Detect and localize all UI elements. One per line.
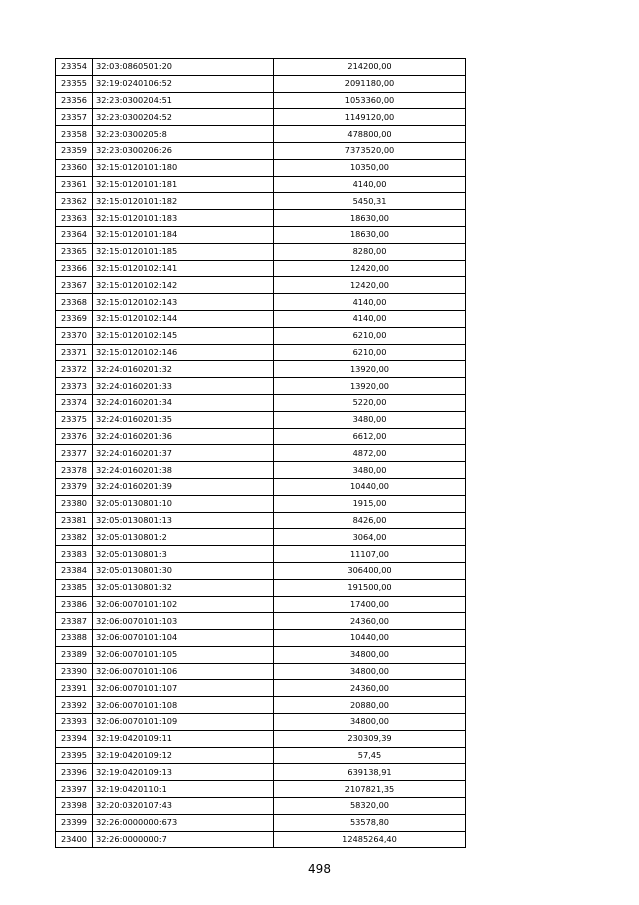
row-number-cell: 23390: [56, 663, 93, 680]
value-cell: 4140,00: [274, 294, 466, 311]
table-row: [56, 260, 466, 277]
cadastral-number-cell: 32:24:0160201:34: [93, 394, 274, 411]
cadastral-number-cell: 32:06:0070101:103: [93, 613, 274, 630]
value-cell: 53578,80: [274, 814, 466, 831]
value-cell: 12420,00: [274, 260, 466, 277]
value-cell: 1053360,00: [274, 92, 466, 109]
value-cell: 8426,00: [274, 512, 466, 529]
table-row: [56, 327, 466, 344]
table-row: [56, 781, 466, 798]
row-number-cell: 23397: [56, 781, 93, 798]
row-number-cell: 23393: [56, 714, 93, 731]
table-row: [56, 680, 466, 697]
cadastral-number-cell: 32:24:0160201:36: [93, 428, 274, 445]
value-cell: 5450,31: [274, 193, 466, 210]
row-number-cell: 23363: [56, 210, 93, 227]
cadastral-number-cell: 32:19:0420109:12: [93, 747, 274, 764]
table-row: [56, 159, 466, 176]
value-cell: 12485264,40: [274, 831, 466, 848]
cadastral-number-cell: 32:15:0120102:145: [93, 327, 274, 344]
row-number-cell: 23395: [56, 747, 93, 764]
value-cell: 8280,00: [274, 243, 466, 260]
value-cell: 6612,00: [274, 428, 466, 445]
value-cell: 24360,00: [274, 680, 466, 697]
row-number-cell: 23398: [56, 798, 93, 815]
cadastral-number-cell: 32:15:0120102:141: [93, 260, 274, 277]
cadastral-number-cell: 32:24:0160201:38: [93, 462, 274, 479]
row-number-cell: 23382: [56, 529, 93, 546]
row-number-cell: 23355: [56, 75, 93, 92]
cadastral-number-cell: 32:15:0120101:185: [93, 243, 274, 260]
table-row: [56, 294, 466, 311]
cadastral-number-cell: 32:06:0070101:104: [93, 630, 274, 647]
row-number-cell: 23375: [56, 411, 93, 428]
value-cell: 4872,00: [274, 445, 466, 462]
value-cell: 10350,00: [274, 159, 466, 176]
cadastral-number-cell: 32:15:0120101:182: [93, 193, 274, 210]
value-cell: 18630,00: [274, 226, 466, 243]
cadastral-number-cell: 32:23:0300204:52: [93, 109, 274, 126]
cadastral-number-cell: 32:15:0120102:144: [93, 310, 274, 327]
row-number-cell: 23369: [56, 310, 93, 327]
table-row: [56, 59, 466, 76]
cadastral-number-cell: 32:23:0300206:26: [93, 142, 274, 159]
cadastral-number-cell: 32:15:0120101:184: [93, 226, 274, 243]
table-row: [56, 75, 466, 92]
value-cell: 3480,00: [274, 462, 466, 479]
row-number-cell: 23394: [56, 730, 93, 747]
table-row: [56, 646, 466, 663]
row-number-cell: 23381: [56, 512, 93, 529]
table-row: [56, 730, 466, 747]
cadastral-number-cell: 32:19:0240106:52: [93, 75, 274, 92]
value-cell: 6210,00: [274, 344, 466, 361]
table-row: [56, 529, 466, 546]
cadastral-number-cell: 32:19:0420109:13: [93, 764, 274, 781]
cadastral-number-cell: 32:15:0120102:143: [93, 294, 274, 311]
cadastral-number-cell: 32:05:0130801:10: [93, 495, 274, 512]
row-number-cell: 23364: [56, 226, 93, 243]
cadastral-number-cell: 32:06:0070101:107: [93, 680, 274, 697]
row-number-cell: 23366: [56, 260, 93, 277]
value-cell: 191500,00: [274, 579, 466, 596]
value-cell: 34800,00: [274, 663, 466, 680]
cadastral-number-cell: 32:15:0120101:181: [93, 176, 274, 193]
row-number-cell: 23389: [56, 646, 93, 663]
table-row: [56, 579, 466, 596]
table-row: [56, 697, 466, 714]
cadastral-number-cell: 32:15:0120101:180: [93, 159, 274, 176]
value-cell: 230309,39: [274, 730, 466, 747]
table-row: [56, 126, 466, 143]
value-cell: 10440,00: [274, 478, 466, 495]
row-number-cell: 23380: [56, 495, 93, 512]
row-number-cell: 23373: [56, 378, 93, 395]
table-row: [56, 764, 466, 781]
value-cell: 478800,00: [274, 126, 466, 143]
table-row: [56, 176, 466, 193]
table-row: [56, 814, 466, 831]
row-number-cell: 23360: [56, 159, 93, 176]
value-cell: 24360,00: [274, 613, 466, 630]
row-number-cell: 23362: [56, 193, 93, 210]
row-number-cell: 23361: [56, 176, 93, 193]
value-cell: 20880,00: [274, 697, 466, 714]
value-cell: 1149120,00: [274, 109, 466, 126]
table-row: [56, 630, 466, 647]
table-row: [56, 226, 466, 243]
table-row: [56, 361, 466, 378]
row-number-cell: 23385: [56, 579, 93, 596]
value-cell: 34800,00: [274, 646, 466, 663]
cadastral-number-cell: 32:03:0860501:20: [93, 59, 274, 76]
row-number-cell: 23367: [56, 277, 93, 294]
row-number-cell: 23378: [56, 462, 93, 479]
value-cell: 3064,00: [274, 529, 466, 546]
row-number-cell: 23384: [56, 562, 93, 579]
value-cell: 306400,00: [274, 562, 466, 579]
table-row: [56, 394, 466, 411]
table-row: [56, 92, 466, 109]
value-cell: 6210,00: [274, 327, 466, 344]
row-number-cell: 23372: [56, 361, 93, 378]
table-row: [56, 445, 466, 462]
cadastral-number-cell: 32:26:0000000:7: [93, 831, 274, 848]
value-cell: 13920,00: [274, 378, 466, 395]
value-cell: 13920,00: [274, 361, 466, 378]
row-number-cell: 23388: [56, 630, 93, 647]
row-number-cell: 23357: [56, 109, 93, 126]
cadastral-number-cell: 32:05:0130801:30: [93, 562, 274, 579]
table-row: [56, 798, 466, 815]
row-number-cell: 23400: [56, 831, 93, 848]
value-cell: 7373520,00: [274, 142, 466, 159]
row-number-cell: 23379: [56, 478, 93, 495]
cadastral-number-cell: 32:24:0160201:35: [93, 411, 274, 428]
cadastral-number-cell: 32:06:0070101:106: [93, 663, 274, 680]
cadastral-number-cell: 32:05:0130801:13: [93, 512, 274, 529]
value-cell: 4140,00: [274, 176, 466, 193]
cadastral-number-cell: 32:15:0120102:146: [93, 344, 274, 361]
cadastral-number-cell: 32:23:0300205:8: [93, 126, 274, 143]
cadastral-number-cell: 32:24:0160201:37: [93, 445, 274, 462]
row-number-cell: 23392: [56, 697, 93, 714]
value-cell: 2107821,35: [274, 781, 466, 798]
cadastral-number-cell: 32:15:0120102:142: [93, 277, 274, 294]
cadastral-number-cell: 32:20:0320107:43: [93, 798, 274, 815]
table-row: [56, 243, 466, 260]
cadastral-number-cell: 32:06:0070101:105: [93, 646, 274, 663]
row-number-cell: 23399: [56, 814, 93, 831]
cadastral-number-cell: 32:05:0130801:32: [93, 579, 274, 596]
row-number-cell: 23359: [56, 142, 93, 159]
cadastral-number-cell: 32:26:0000000:673: [93, 814, 274, 831]
table-row: [56, 596, 466, 613]
cadastral-number-cell: 32:05:0130801:3: [93, 546, 274, 563]
table-row: [56, 277, 466, 294]
row-number-cell: 23387: [56, 613, 93, 630]
value-cell: 34800,00: [274, 714, 466, 731]
cadastral-number-cell: 32:24:0160201:32: [93, 361, 274, 378]
cadastral-number-cell: 32:06:0070101:109: [93, 714, 274, 731]
table-row: [56, 378, 466, 395]
table-row: [56, 109, 466, 126]
table-row: [56, 428, 466, 445]
table-row: [56, 613, 466, 630]
value-cell: 17400,00: [274, 596, 466, 613]
row-number-cell: 23386: [56, 596, 93, 613]
row-number-cell: 23396: [56, 764, 93, 781]
value-cell: 58320,00: [274, 798, 466, 815]
value-cell: 4140,00: [274, 310, 466, 327]
table-row: [56, 663, 466, 680]
value-cell: 10440,00: [274, 630, 466, 647]
table-row: [56, 512, 466, 529]
cadastral-number-cell: 32:19:0420109:11: [93, 730, 274, 747]
row-number-cell: 23383: [56, 546, 93, 563]
value-cell: 214200,00: [274, 59, 466, 76]
row-number-cell: 23371: [56, 344, 93, 361]
table-row: [56, 210, 466, 227]
table-row: [56, 714, 466, 731]
value-cell: 5220,00: [274, 394, 466, 411]
table-row: [56, 462, 466, 479]
row-number-cell: 23376: [56, 428, 93, 445]
cadastral-value-table: [55, 58, 466, 848]
table-row: [56, 495, 466, 512]
value-cell: 1915,00: [274, 495, 466, 512]
table-row: [56, 747, 466, 764]
table-row: [56, 344, 466, 361]
row-number-cell: 23374: [56, 394, 93, 411]
table-row: [56, 546, 466, 563]
table-body: [56, 59, 466, 848]
cadastral-number-cell: 32:23:0300204:51: [93, 92, 274, 109]
row-number-cell: 23354: [56, 59, 93, 76]
cadastral-number-cell: 32:06:0070101:108: [93, 697, 274, 714]
cadastral-number-cell: 32:24:0160201:33: [93, 378, 274, 395]
cadastral-number-cell: 32:24:0160201:39: [93, 478, 274, 495]
row-number-cell: 23377: [56, 445, 93, 462]
value-cell: 57,45: [274, 747, 466, 764]
table-row: [56, 411, 466, 428]
table-row: [56, 478, 466, 495]
value-cell: 12420,00: [274, 277, 466, 294]
value-cell: 3480,00: [274, 411, 466, 428]
row-number-cell: 23368: [56, 294, 93, 311]
value-cell: 639138,91: [274, 764, 466, 781]
value-cell: 18630,00: [274, 210, 466, 227]
row-number-cell: 23365: [56, 243, 93, 260]
cadastral-number-cell: 32:19:0420110:1: [93, 781, 274, 798]
row-number-cell: 23358: [56, 126, 93, 143]
page-number: 498: [308, 862, 331, 876]
row-number-cell: 23356: [56, 92, 93, 109]
cadastral-number-cell: 32:06:0070101:102: [93, 596, 274, 613]
cadastral-number-cell: 32:05:0130801:2: [93, 529, 274, 546]
table-row: [56, 142, 466, 159]
table-row: [56, 310, 466, 327]
table-row: [56, 193, 466, 210]
table-row: [56, 562, 466, 579]
row-number-cell: 23370: [56, 327, 93, 344]
value-cell: 11107,00: [274, 546, 466, 563]
value-cell: 2091180,00: [274, 75, 466, 92]
cadastral-number-cell: 32:15:0120101:183: [93, 210, 274, 227]
row-number-cell: 23391: [56, 680, 93, 697]
table-row: [56, 831, 466, 848]
